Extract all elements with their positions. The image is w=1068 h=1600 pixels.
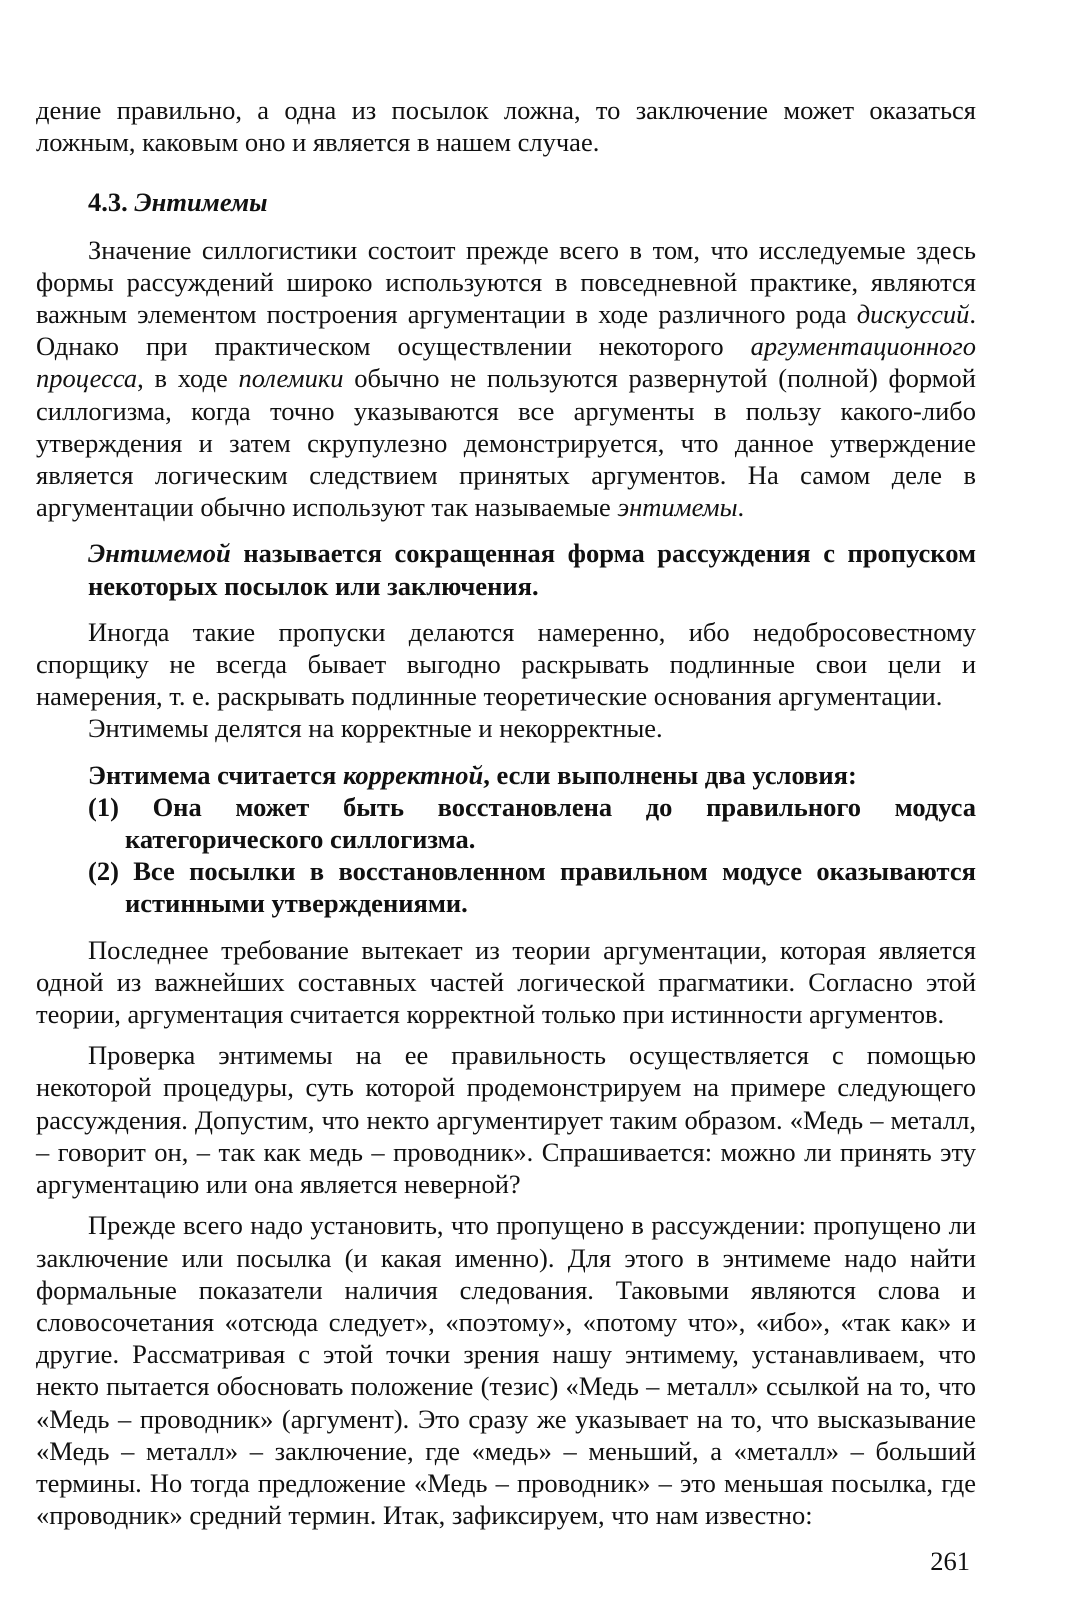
paragraph-requirement: Последнее требование вытекает из теории аргументации, которая является одной из важнейших составных частей логической прагматики. Согласно этой теории, аргументация считается корректной только при истинности аргументов.: [36, 934, 976, 1030]
p1-text-c: , в ходе: [137, 363, 239, 394]
section-heading: [88, 186, 976, 218]
condition-item: (1) Она может быть восстановлена до правильного модуса категорического силлогизма.: [88, 791, 976, 855]
p1-text-b: . Однако при практическом осуществлении некоторого: [36, 299, 976, 362]
condition-item: (2) Все посылки в восстановленном правильном модусе оказываются истинными утверждениями.: [88, 856, 976, 919]
section-number: 4.3.: [88, 187, 128, 218]
term-discussions: дискуссий: [856, 299, 970, 330]
definition-text: называется сокращенная форма рассуждения с пропуском некоторых посылок или заключения.: [88, 538, 976, 601]
term-enthymemes: энтимемы: [617, 492, 738, 523]
paragraph-analysis: Прежде всего надо установить, что пропущено в рассуждении: пропущено ли заключение или посылка (и какая именно). Для этого в энтимеме надо найти формальные показатели наличия следования. Таковыми являются слова и словосочетания «отсюда следует», «поэтому», «потому что», «ибо», «так как» и другие. Рассматривая с этой точки зрения нашу энтимему, устанавливаем, что некто пытается обосновать положение (тезис) «Медь – металл» ссылкой на то, что «Медь – проводник» (аргумент). Это сразу же указывает на то, что высказывание «Медь – металл» – заключение, где «медь» – меньший, а «металл» – больший термины. Но тогда предложение «Медь – проводник» – это меньшая посылка, где «проводник» средний термин. Итак, зафиксируем, что нам известно:: [36, 1210, 976, 1531]
paragraph-omissions: Иногда такие пропуски делаются намеренно, ибо недобросовестному спорщику не всегда бывает выгодно раскрывать подлинные свои цели и намерения, т. е. раскрывать подлинные теоретические основания аргументации.: [36, 616, 976, 712]
condition-heading: [88, 759, 976, 791]
paragraph-verification: Проверка энтимемы на ее правильность осуществляется с помощью некоторой процедуры, суть которой продемонстрируем на примере следующего рассуждения. Допустим, что некто аргументирует таким образом. «Медь – металл, – говорит он, – так как медь – проводник». Спрашивается: можно ли принять эту аргументацию или она является неверной?: [36, 1040, 976, 1200]
p1-text-a: Значение силлогистики состоит прежде всего в том, что исследуемые здесь формы рассуждений широко используются в повседневной практике, являются важным элементом построения аргументации в ходе различного рода: [36, 234, 976, 330]
page-number: 261: [930, 1546, 970, 1576]
term-argumentation-process: аргументационного процесса: [36, 331, 976, 394]
paragraph-syllogistics: [36, 234, 976, 524]
condition-text-a: Энтимема считается: [88, 759, 343, 790]
condition-text-b: , если выполнены два условия:: [483, 759, 857, 790]
intro-paragraph: дение правильно, а одна из посылок ложна, то заключение может оказаться ложным, каковым оно и является в нашем случае.: [36, 95, 976, 158]
section-title: Энтимемы: [134, 187, 268, 218]
term-polemics: полемики: [238, 363, 344, 394]
p1-text-e: .: [737, 492, 745, 523]
p1-text-d: обычно не пользуются развернутой (полной) формой силлогизма, когда точно указываются все аргументы в пользу какого-либо утверждения и затем скрупулезно демонстрируется, что данное утверждение является логическим следствием принятых аргументов. На самом деле в аргументации обычно используют так называемые: [36, 363, 976, 523]
definition-term: Энтимемой: [88, 538, 231, 569]
paragraph-types: Энтимемы делятся на корректные и некорректные.: [88, 713, 663, 744]
condition-term: корректной: [342, 759, 484, 790]
definition-enthymeme: [88, 537, 976, 601]
page-body: [36, 94, 976, 1531]
